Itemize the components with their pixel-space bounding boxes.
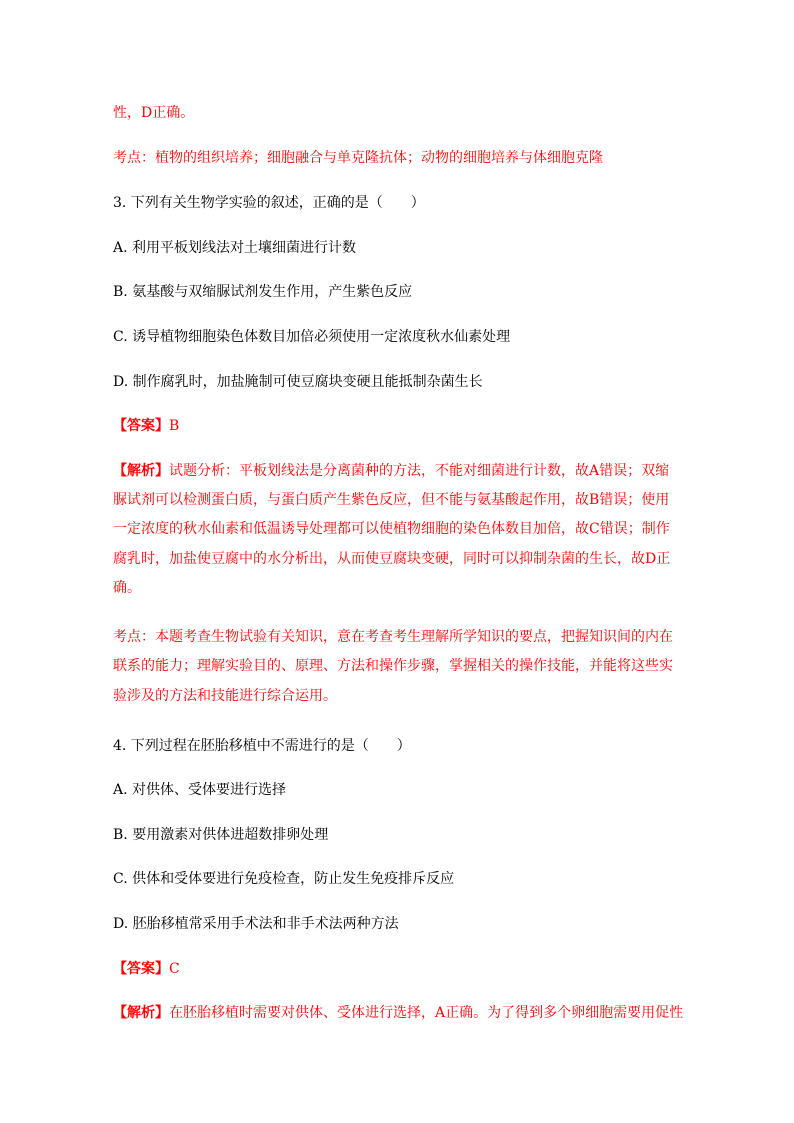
question-4-stem: 4. 下列过程在胚胎移植中不需进行的是（ ）	[113, 738, 411, 754]
analysis-3-line-1	[113, 462, 683, 480]
answer-value: C	[169, 961, 180, 977]
analysis-tag: 【解析】	[113, 1005, 169, 1021]
analysis-text: 在胚胎移植时需要对供体、受体进行选择，A正确。为了得到多个卵细胞需要用促性	[169, 1005, 683, 1021]
text-line: 性，D正确。	[113, 105, 195, 121]
question-3-option-c: C. 诱导植物细胞染色体数目加倍必须使用一定浓度秋水仙素处理	[113, 329, 511, 345]
answer-tag: 【答案】	[113, 418, 169, 434]
question-3-option-d: D. 制作腐乳时，加盐腌制可使豆腐块变硬且能抵制杂菌生长	[113, 374, 483, 390]
question-3-option-a: A. 利用平板划线法对土壤细菌进行计数	[113, 240, 357, 256]
answer-value: B	[169, 418, 180, 434]
knowledge-point-3-line-2: 联系的能力；理解实验目的、原理、方法和操作步骤，掌握相关的操作技能，并能将这些实	[113, 658, 673, 674]
question-3-stem: 3. 下列有关生物学实验的叙述，正确的是（ ）	[113, 195, 425, 211]
knowledge-point-3-line-1: 考点：本题考查生物试验有关知识，意在考查考生理解所学知识的要点，把握知识间的内在	[113, 629, 673, 645]
question-4-option-a: A. 对供体、受体要进行选择	[113, 782, 287, 798]
answer-4	[113, 960, 683, 978]
analysis-3-line-2: 脲试剂可以检测蛋白质，与蛋白质产生紫色反应，但不能与氨基酸起作用，故B错误；使用	[113, 492, 670, 508]
analysis-3-line-3: 一定浓度的秋水仙素和低温诱导处理都可以使植物细胞的染色体数目加倍，故C错误；制作	[113, 521, 670, 537]
analysis-text: 试题分析：平板划线法是分离菌种的方法，不能对细菌进行计数，故A错误；双缩	[169, 463, 670, 479]
analysis-3-line-5: 确。	[113, 580, 141, 596]
answer-3	[113, 417, 683, 435]
question-3-option-b: B. 氨基酸与双缩脲试剂发生作用，产生紫色反应	[113, 284, 413, 300]
question-4-option-d: D. 胚胎移植常采用手术法和非手术法两种方法	[113, 916, 399, 932]
knowledge-point: 考点：植物的组织培养；细胞融合与单克隆抗体；动物的细胞培养与体细胞克隆	[113, 150, 603, 166]
question-4-option-b: B. 要用激素对供体进超数排卵处理	[113, 827, 329, 843]
answer-tag: 【答案】	[113, 961, 169, 977]
question-4-option-c: C. 供体和受体要进行免疫检查，防止发生免疫排斥反应	[113, 871, 455, 887]
analysis-tag: 【解析】	[113, 463, 169, 479]
analysis-3-line-4: 腐乳时，加盐使豆腐中的水分析出，从而使豆腐块变硬，同时可以抑制杂菌的生长，故D正	[113, 551, 671, 567]
knowledge-point-3-line-3: 验涉及的方法和技能进行综合运用。	[113, 688, 337, 704]
analysis-4-line-1	[113, 1004, 683, 1022]
